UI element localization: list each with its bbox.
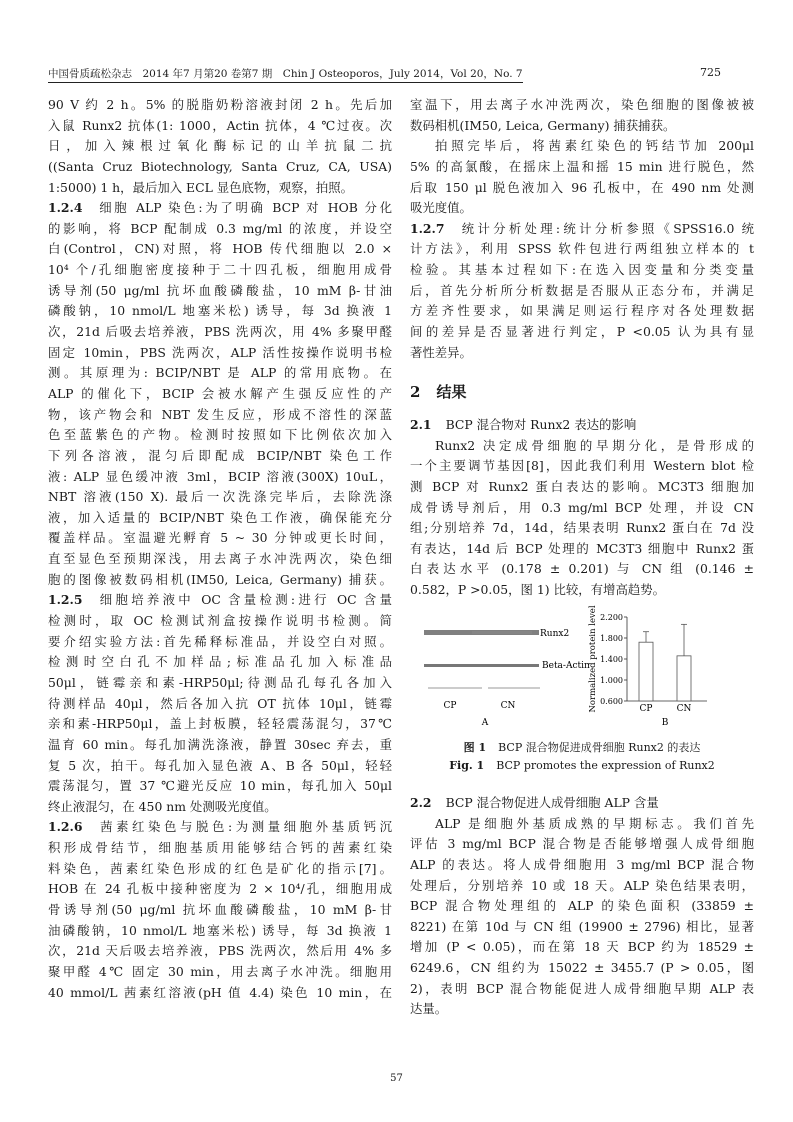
text-line bbox=[410, 814, 754, 835]
line-text: 吸光度值。 bbox=[410, 200, 472, 216]
section-title: 结果 bbox=[436, 383, 467, 401]
line-text: 50μl，链霉亲和素-HRP50μl;待测品孔每孔各加入 bbox=[48, 674, 392, 690]
text-line bbox=[410, 343, 754, 364]
text-line bbox=[48, 735, 392, 756]
section-heading-results bbox=[410, 381, 482, 402]
caption-text-en: BCP promotes the expression of Runx2 bbox=[496, 759, 715, 772]
text-line bbox=[410, 301, 754, 322]
text-line bbox=[410, 116, 754, 137]
caption-label-en: Fig. 1 bbox=[449, 759, 485, 772]
text-line bbox=[48, 301, 392, 322]
text-line bbox=[48, 797, 392, 818]
line-text: 后，首先分析所分析数据是否服从正态分布，并满足 bbox=[410, 282, 754, 298]
line-text: 间的差异是否显著进行判定，P <0.05 认为具有显 bbox=[410, 324, 754, 340]
figure-1 bbox=[410, 600, 754, 735]
text-line bbox=[48, 239, 392, 260]
line-text: 6249.6，CN 组约为 15022 ± 3455.7 (P > 0.05，图 bbox=[410, 960, 754, 976]
text-line bbox=[48, 611, 392, 632]
lane-label-cn: CN bbox=[500, 701, 516, 711]
text-line bbox=[410, 958, 754, 979]
line-text: 测 BCP 对 Runx2 蛋白表达的影响。MC3T3 细胞加 bbox=[410, 478, 754, 494]
band-label-actin: Beta-Actin bbox=[542, 661, 590, 671]
runx2-band-cn bbox=[472, 631, 532, 634]
text-line bbox=[48, 859, 392, 880]
line-text: 一个主要调节基因[8]，因此我们利用 Western blot 检 bbox=[410, 458, 754, 474]
section-number: 2 bbox=[410, 383, 421, 401]
subsection-number: 2.2 bbox=[410, 795, 432, 810]
text-line bbox=[48, 281, 392, 302]
x-tick-label: CN bbox=[676, 704, 692, 714]
text-line bbox=[48, 962, 392, 983]
running-header: 中国骨质疏松杂志 2014 年7 月第20 卷第7 期 Chin J Osteoporos，July 2014，Vol 20，No. 7 bbox=[48, 66, 523, 83]
line-text: 的影响，将 BCP 配制成 0.3 mg/ml 的浓度，并设空 bbox=[48, 220, 392, 236]
subsection-number: 1.2.6 bbox=[48, 819, 83, 835]
text-line bbox=[48, 941, 392, 962]
text-line bbox=[48, 446, 392, 467]
line-text: 茜素红染色与脱色:为测量细胞外基质钙沉 bbox=[96, 819, 392, 835]
line-text: 著性差异。 bbox=[410, 344, 472, 360]
line-text: 直至显色至预期深浅，用去离子水冲洗两次，染色细 bbox=[48, 551, 392, 567]
line-text: 诱导剂(50 μg/ml 抗坏血酸磷酸盐，10 mM β-甘油 bbox=[48, 282, 392, 298]
text-line bbox=[48, 632, 392, 653]
text-line bbox=[48, 776, 392, 797]
text-line bbox=[410, 136, 754, 157]
right-column-results-2-2 bbox=[410, 793, 754, 1020]
text-line bbox=[48, 983, 392, 1004]
y-tick-label: 1.800 bbox=[600, 634, 623, 643]
line-text: 聚甲醛 4℃ 固定 30 min，用去离子水冲洗。细胞用 bbox=[48, 963, 392, 979]
line-text: 数码相机(IM50, Leica, Germany) 捕获捕获。 bbox=[410, 117, 676, 133]
y-tick-label: 2.200 bbox=[600, 613, 623, 622]
text-line bbox=[410, 95, 754, 116]
subsection-number: 1.2.4 bbox=[48, 200, 83, 216]
line-text: 胞的图像被数码相机(IM50, Leica, Germany) 捕获。 bbox=[48, 571, 392, 587]
line-text: 测。其原理为: BCIP/NBT 是 ALP 的常用底物。在 bbox=[48, 365, 392, 381]
line-text: 检验。其基本过程如下:在选入因变量和分类变量 bbox=[410, 262, 754, 278]
bar-cn bbox=[677, 656, 691, 701]
text-line bbox=[410, 178, 754, 199]
bar-cp bbox=[639, 642, 653, 701]
text-line bbox=[410, 539, 754, 560]
line-text: 检测时，取 OC 检测试剂盒按操作说明书检测。简 bbox=[48, 613, 392, 629]
line-text: 0.582，P >0.05，图 1) 比较，有增高趋势。 bbox=[410, 582, 665, 598]
line-text: 油磷酸钠，10 nmol/L 地塞米松) 诱导，每 3d 换液 1 bbox=[48, 922, 392, 938]
text-line bbox=[410, 999, 754, 1020]
western-blot-panel bbox=[424, 629, 590, 728]
text-line bbox=[48, 652, 392, 673]
line-text: 增加 (P < 0.05)，而在第 18 天 BCP 约为 18529 ± bbox=[410, 939, 754, 955]
bar-chart-panel bbox=[588, 605, 707, 728]
line-text: ALP 的催化下，BCIP 会被水解产生强反应性的产 bbox=[48, 385, 392, 401]
text-line bbox=[48, 384, 392, 405]
line-text: 骨诱导剂(50 μg/ml 抗坏血酸磷酸盐，10 mM β-甘 bbox=[48, 901, 392, 917]
line-text: 终止液混匀，在 450 nm 处测吸光度值。 bbox=[48, 798, 277, 814]
text-line bbox=[410, 456, 754, 477]
line-text: BCP 混合物对 Runx2 表达的影响 bbox=[445, 417, 637, 432]
text-line bbox=[410, 322, 754, 343]
lane-label-cp: CP bbox=[443, 701, 457, 711]
text-line bbox=[410, 876, 754, 897]
text-line bbox=[410, 477, 754, 498]
subsection-heading-line bbox=[48, 198, 392, 219]
line-text: 液: ALP 显色缓冲液 3ml，BCIP 溶液(300X) 10uL， bbox=[48, 468, 392, 484]
subsection-number: 2.1 bbox=[410, 417, 432, 432]
line-text: 日，加入辣根过氧化酶标记的山羊抗鼠二抗 bbox=[48, 138, 392, 154]
text-line bbox=[410, 559, 754, 580]
text-line bbox=[48, 756, 392, 777]
line-text: 次，21d 后吸去培养液，PBS 洗两次，用 4% 多聚甲醛 bbox=[48, 324, 392, 340]
text-line bbox=[48, 549, 392, 570]
line-text: 液，加入适量的 BCIP/NBT 染色工作液，确保能充分 bbox=[48, 509, 392, 525]
text-line bbox=[410, 979, 754, 1000]
line-text: 10⁴ 个/孔细胞密度接种于二十四孔板，细胞用成骨 bbox=[48, 262, 392, 278]
text-line bbox=[410, 580, 754, 601]
text-line bbox=[48, 95, 392, 116]
line-text: 要介绍实验方法:首先稀释标准品，并设空白对照。 bbox=[48, 633, 392, 649]
caption-text-cn: BCP 混合物促进成骨细胞 Runx2 的表达 bbox=[498, 741, 701, 754]
left-column bbox=[48, 95, 392, 1003]
line-text: 2)，表明 BCP 混合物能促进人成骨细胞早期 ALP 表 bbox=[410, 980, 754, 996]
line-text: BCP 混合物处理组的 ALP 的染色面积 (33859 ± bbox=[410, 898, 754, 914]
text-line bbox=[410, 239, 754, 260]
line-text: 检测时空白孔不加样品;标准品孔加入标准品 bbox=[48, 654, 392, 670]
text-line bbox=[410, 855, 754, 876]
text-line bbox=[410, 896, 754, 917]
page-number: 725 bbox=[700, 66, 721, 79]
line-text: 90 V 约 2 h。5% 的脱脂奶粉溶液封闭 2 h。先后加 bbox=[48, 97, 392, 112]
line-text: 组;分别培养 7d，14d，结果表明 Runx2 蛋白在 7d 没 bbox=[410, 520, 754, 536]
line-text: 40 mmol/L 茜素红溶液(pH 值 4.4) 染色 10 min，在 bbox=[48, 984, 392, 1000]
line-text: 统计分析处理:统计分析参照《SPSS16.0 统 bbox=[458, 220, 754, 236]
text-line bbox=[48, 178, 392, 199]
line-text: 次，21d 天后吸去培养液，PBS 洗两次，然后用 4% 多 bbox=[48, 943, 392, 959]
text-line bbox=[48, 260, 392, 281]
text-line bbox=[48, 838, 392, 859]
subsection-number: 1.2.7 bbox=[410, 220, 445, 236]
text-line bbox=[48, 879, 392, 900]
text-line bbox=[48, 116, 392, 137]
text-line bbox=[410, 436, 754, 457]
line-text: 成骨诱导剂后，用 0.3 mg/ml BCP 处理，并设 CN bbox=[410, 499, 754, 515]
line-text: NBT 溶液(150 X). 最后一次洗涤完毕后，去除洗涤 bbox=[48, 489, 392, 505]
subsection-heading-line bbox=[410, 415, 754, 436]
subsection-heading-line bbox=[48, 590, 392, 611]
line-text: 复 5 次，拍干。每孔加入显色液 A、B 各 50μl，轻轻 bbox=[48, 757, 392, 773]
line-text: 5% 的高氯酸，在摇床上温和摇 15 min 进行脱色，然 bbox=[410, 158, 754, 174]
text-line bbox=[48, 673, 392, 694]
line-text: 磷酸钠，10 nmol/L 地塞米松) 诱导，每 3d 换液 1 bbox=[48, 303, 392, 319]
figure-1-graphic bbox=[410, 600, 754, 735]
text-line bbox=[48, 467, 392, 488]
text-line bbox=[48, 694, 392, 715]
figure-caption-en bbox=[410, 759, 754, 772]
right-column-results-2-1 bbox=[410, 415, 754, 601]
line-text: 细胞 ALP 染色:为了明确 BCP 对 HOB 分化 bbox=[96, 200, 392, 216]
text-line bbox=[410, 518, 754, 539]
text-line bbox=[410, 498, 754, 519]
panel-label-b: B bbox=[661, 718, 669, 728]
text-line bbox=[410, 157, 754, 178]
text-line bbox=[48, 921, 392, 942]
panel-label-a: A bbox=[481, 718, 489, 728]
subsection-heading-line bbox=[410, 219, 754, 240]
y-tick-label: 1.400 bbox=[600, 655, 623, 664]
line-text: 室温下，用去离子水冲洗两次，染色细胞的图像被被 bbox=[410, 97, 754, 112]
line-text: 计方法》，利用 SPSS 软件包进行两组独立样本的 t bbox=[410, 241, 754, 257]
text-line bbox=[48, 570, 392, 591]
figure-caption-cn bbox=[410, 739, 754, 755]
text-line bbox=[48, 405, 392, 426]
line-text: 亲和素-HRP50μl，盖上封板膜，轻轻震荡混匀，37℃ bbox=[48, 716, 392, 732]
line-text: 下列各溶液，混匀后即配成 BCIP/NBT 染色工作 bbox=[48, 447, 392, 463]
x-tick-label: CP bbox=[639, 704, 653, 714]
y-axis-label: Normalized protein level bbox=[588, 605, 598, 713]
actin-band bbox=[424, 664, 539, 667]
right-column-top bbox=[410, 95, 754, 363]
subsection-heading-line bbox=[48, 817, 392, 838]
text-line bbox=[410, 917, 754, 938]
text-line bbox=[410, 198, 754, 219]
line-text: 覆盖样品。室温避光孵育 5 ~ 30 分钟或更长时间， bbox=[48, 530, 392, 546]
line-text: 方差齐性要求，如果满足则运行程序对各处理数据 bbox=[410, 303, 754, 319]
text-line bbox=[48, 136, 392, 157]
y-tick-label: 1.000 bbox=[600, 676, 623, 685]
line-text: 白(Control，CN)对照，将 HOB 传代细胞以 2.0 × bbox=[48, 241, 392, 257]
text-line bbox=[410, 260, 754, 281]
line-text: ((Santa Cruz Biotechnology, Santa Cruz, CA, USA) bbox=[48, 158, 392, 174]
line-text: HOB 在 24 孔板中接种密度为 2 × 10⁴/孔，细胞用成 bbox=[48, 881, 392, 897]
text-line bbox=[48, 900, 392, 921]
caption-label-cn: 图 1 bbox=[463, 741, 487, 754]
line-text: Runx2 决定成骨细胞的早期分化，是骨形成的 bbox=[435, 437, 754, 453]
line-text: 白表达水平 (0.178 ± 0.201) 与 CN 组 (0.146 ± bbox=[410, 561, 754, 577]
subsection-number: 1.2.5 bbox=[48, 592, 83, 608]
line-text: 有表达，14d 后 BCP 处理的 MC3T3 细胞中 Runx2 蛋 bbox=[410, 540, 754, 556]
line-text: 物，该产物会和 NBT 发生反应，形成不溶性的深蓝 bbox=[48, 406, 392, 422]
text-line bbox=[48, 487, 392, 508]
line-text: 达量。 bbox=[410, 1001, 448, 1017]
text-line bbox=[48, 528, 392, 549]
line-text: 1:5000) 1 h，最后加入 ECL 显色底物，观察，拍照。 bbox=[48, 179, 354, 195]
line-text: 待测样品 40μl，然后各加入抗 OT 抗体 10μl，链霉 bbox=[48, 695, 392, 711]
line-text: BCP 混合物促进人成骨细胞 ALP 含量 bbox=[445, 795, 659, 810]
line-text: 评估 3 mg/ml BCP 混合物是否能够增强人成骨细胞 bbox=[410, 836, 754, 852]
text-line bbox=[48, 425, 392, 446]
text-line bbox=[48, 219, 392, 240]
text-line bbox=[48, 343, 392, 364]
line-text: 处理后，分别培养 10 或 18 天。ALP 染色结果表明， bbox=[410, 877, 754, 893]
y-tick-label: 0.600 bbox=[600, 697, 623, 706]
line-text: 8221) 在第 10d 与 CN 组 (19900 ± 2796) 相比，显著 bbox=[410, 918, 754, 934]
line-text: ALP 是细胞外基质成熟的早期标志。我们首先 bbox=[435, 815, 754, 831]
line-text: 入鼠 Runx2 抗体(1: 1000，Actin 抗体，4 ℃过夜。次 bbox=[48, 117, 392, 133]
text-line bbox=[48, 322, 392, 343]
text-line bbox=[48, 714, 392, 735]
line-text: 积形成骨结节，细胞基质用能够结合钙的茜素红染 bbox=[48, 840, 392, 856]
line-text: 拍照完毕后，将茜素红染色的钙结节加 200μl bbox=[435, 138, 754, 154]
line-text: ALP 的表达。将人成骨细胞用 3 mg/ml BCP 混合物 bbox=[410, 856, 754, 872]
line-text: 色至蓝紫色的产物。检测时按照如下比例依次加入 bbox=[48, 427, 392, 443]
footer-page-number: 57 bbox=[390, 1073, 403, 1084]
line-text: 后取 150 μl 脱色液加入 96 孔板中，在 490 nm 处测 bbox=[410, 179, 754, 195]
line-text: 固定 10min，PBS 洗两次，ALP 活性按操作说明书检 bbox=[48, 344, 392, 360]
text-line bbox=[410, 834, 754, 855]
line-text: 震荡混匀，置 37 ℃避光反应 10 min，每孔加入 50μl bbox=[48, 778, 392, 794]
text-line bbox=[48, 508, 392, 529]
line-text: 料染色，茜素红染色形成的红色是矿化的指示[7]。 bbox=[48, 860, 392, 876]
text-line bbox=[410, 281, 754, 302]
subsection-heading-line bbox=[410, 793, 754, 814]
text-line bbox=[410, 937, 754, 958]
text-line bbox=[48, 363, 392, 384]
band-label-runx2: Runx2 bbox=[540, 629, 570, 639]
text-line bbox=[48, 157, 392, 178]
line-text: 细胞培养液中 OC 含量检测:进行 OC 含量 bbox=[96, 592, 392, 608]
line-text: 温育 60 min。每孔加满洗涤液，静置 30sec 弃去，重 bbox=[48, 736, 392, 752]
